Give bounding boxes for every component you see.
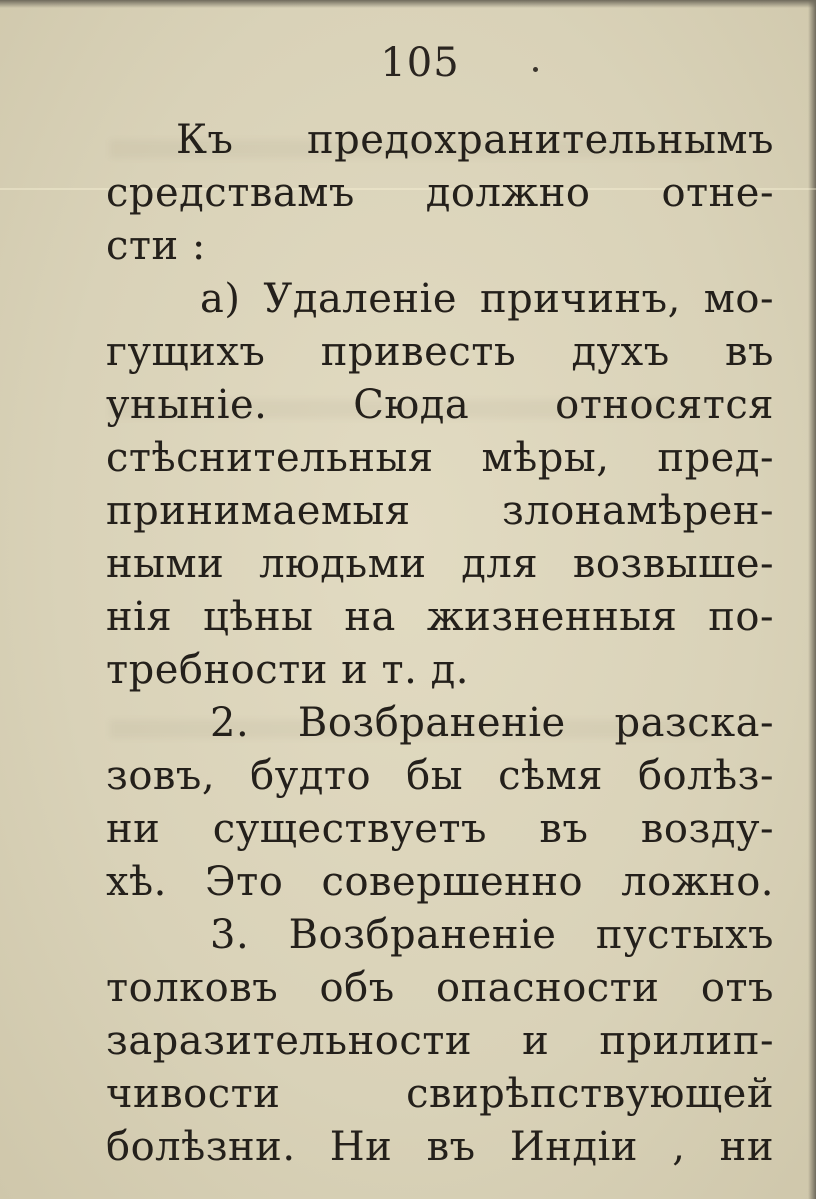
text-line: болѣзни. Ни въ Индіи , ни xyxy=(106,1124,774,1170)
text-line: 3. Возбраненіе пустыхъ xyxy=(210,912,774,958)
text-line: ни существуетъ въ возду- xyxy=(106,806,774,852)
page-top-edge-shadow xyxy=(0,0,816,8)
text-line: толковъ объ опасности отъ xyxy=(106,965,774,1011)
text-line: принимаемыя злонамѣрен- xyxy=(106,488,774,534)
text-line: а) Удаленіе причинъ, мо- xyxy=(200,276,774,322)
text-line: заразительности и прилип- xyxy=(106,1018,774,1064)
text-line: гущихъ привесть духъ въ xyxy=(106,329,774,375)
text-line: уныніе. Сюда относятся xyxy=(106,382,774,428)
page-number: 105 xyxy=(380,40,460,86)
text-line: требности и т. д. xyxy=(106,647,469,693)
text-line: чивости свирѣпствующей xyxy=(106,1071,774,1117)
text-line: ными людьми для возвыше- xyxy=(106,541,774,587)
text-line: нія цѣны на жизненныя по- xyxy=(106,594,774,640)
text-line: зовъ, будто бы сѣмя болѣз- xyxy=(106,753,774,799)
text-line: стѣснительныя мѣры, пред- xyxy=(106,435,774,481)
ink-dot xyxy=(533,67,538,72)
text-line: Къ предохранительнымъ xyxy=(176,117,774,163)
text-line: хѣ. Это совершенно ложно. xyxy=(106,859,774,905)
page-right-edge-shadow xyxy=(808,0,816,1199)
text-line: 2. Возбраненіе разска- xyxy=(210,700,774,746)
text-line: сти : xyxy=(106,223,206,269)
text-line: средствамъ должно отне- xyxy=(106,170,774,216)
